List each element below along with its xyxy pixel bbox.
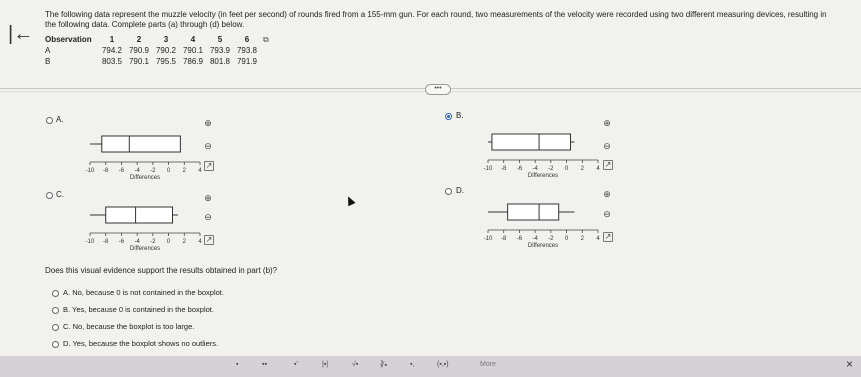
toolbar-absolute-value-button[interactable]: |▪| [322,361,329,368]
open-external-icon[interactable]: ↗ [604,232,612,241]
boxplot-option-d [482,200,604,252]
tick-label: -4 [134,168,140,174]
table-row-label-a: A [45,46,51,55]
tick-label: 2 [580,236,584,242]
option-c-radio[interactable] [46,192,53,199]
tick-label: -6 [516,236,523,242]
answer-d-radio[interactable] [52,341,59,348]
table-cell: 801.8 [209,57,231,66]
zoom-out-icon[interactable]: ⊖ [204,141,212,151]
table-cell: 794.2 [101,46,123,55]
axis-label: Differences [527,243,559,249]
option-d-radio[interactable] [445,188,452,195]
zoom-out-icon[interactable]: ⊖ [204,212,212,222]
intro-line-1: The following data represent the muzzle velocity (in feet per second) of rounds fired from a 155-mm gun. For each round, two measurements of the velocity were recorded using two different measuring devices, resulting in [45,10,827,19]
tick-label: -10 [85,239,95,245]
problem-intro [45,10,855,30]
option-a-radio[interactable] [46,117,53,124]
answer-c[interactable] [63,322,194,332]
zoom-out-icon[interactable]: ⊖ [603,209,611,219]
tick-label: -4 [532,166,538,172]
answer-letter: D. [63,339,71,348]
intro-line-2: the following data. Complete parts (a) through (d) below. [45,20,245,29]
toolbar-mixed-number-button[interactable]: ▪▪ [262,361,267,368]
tick-label: -2 [150,168,156,174]
toolbar-exponent-button[interactable]: ▪' [294,361,298,368]
tick-label: -8 [103,168,109,174]
tick-label: -10 [483,166,493,172]
toolbar-ordered-pair-button[interactable]: (▪,▪) [437,361,449,368]
expand-more-button[interactable]: ••• [425,84,451,95]
tick-label: 2 [182,168,186,174]
zoom-in-icon[interactable]: ⊕ [603,118,611,128]
table-col-1: 1 [109,35,115,44]
table-col-3: 3 [163,35,169,44]
option-b-label: B. [456,111,464,120]
tick-label: 0 [166,239,171,245]
question-text: Does this visual evidence support the results obtained in part (b)? [45,266,278,275]
table-cell: 790.1 [182,46,204,55]
mouse-cursor-icon [344,195,355,207]
copy-data-icon[interactable]: ⧉ [263,35,269,44]
table-cell: 795.5 [155,57,177,66]
tick-label: -8 [501,166,507,172]
tick-label: 4 [596,166,600,172]
answer-a-radio[interactable] [52,290,59,297]
tick-label: -8 [103,239,109,245]
tick-label: -8 [501,236,507,242]
axis-label: Differences [129,246,161,252]
tick-label: 0 [564,236,569,242]
option-b-radio[interactable] [445,113,452,120]
answer-c-radio[interactable] [52,324,59,331]
table-cell: 793.9 [209,46,231,55]
zoom-in-icon[interactable]: ⊕ [204,118,212,128]
close-icon[interactable]: × [845,357,853,371]
box-iqr [508,204,559,220]
answer-text: No, because the boxplot is too large. [72,322,195,331]
tick-label: -10 [85,168,95,174]
toolbar-fraction-button[interactable]: ▪ [236,361,239,368]
tick-label: 2 [580,166,584,172]
zoom-out-icon[interactable]: ⊖ [603,141,611,151]
option-a-label: A. [56,115,64,124]
toolbar-sqrt-button[interactable]: √▪ [352,361,359,368]
table-col-2: 2 [136,35,142,44]
toolbar-more-button[interactable]: More [480,361,496,368]
tick-label: -2 [548,166,554,172]
tick-label: 4 [596,236,600,242]
answer-b-radio[interactable] [52,307,59,314]
answer-letter: C. [63,322,71,331]
answer-text: No, because 0 is not contained in the boxplot. [72,288,224,297]
answer-a[interactable] [63,288,224,298]
math-toolbar [0,356,861,377]
tick-label: -4 [532,236,538,242]
table-header-observation: Observation [45,35,92,44]
answer-letter: B. [63,305,71,314]
table-row-label-b: B [45,57,51,66]
table-cell: 790.2 [155,46,177,55]
box-iqr [492,134,571,150]
boxplot-option-b [482,130,604,182]
answer-b[interactable] [63,305,214,315]
tick-label: -6 [118,239,125,245]
tick-label: -4 [134,239,140,245]
table-cell: 803.5 [101,57,123,66]
tick-label: -2 [150,239,156,245]
option-d-label: D. [456,186,464,195]
axis-label: Differences [129,175,161,181]
open-external-icon[interactable]: ↗ [604,160,612,169]
tick-label: 4 [198,168,202,174]
axis-label: Differences [527,173,559,179]
table-cell: 791.9 [236,57,258,66]
open-external-icon[interactable]: ↗ [205,161,213,170]
tick-label: -6 [118,168,125,174]
table-cell: 790.1 [128,57,150,66]
table-cell: 786.9 [182,57,204,66]
toolbar-cube-root-button[interactable]: ∛▪ [380,362,387,369]
tick-label: -10 [483,236,493,242]
answer-text: Yes, because 0 is contained in the boxplot. [72,305,214,314]
table-col-6: 6 [244,35,250,44]
table-col-5: 5 [217,35,223,44]
tick-label: -2 [548,236,554,242]
box-iqr [102,136,181,152]
table-cell: 790.9 [128,46,150,55]
tick-label: 0 [166,168,171,174]
open-external-icon[interactable]: ↗ [205,235,213,244]
table-cell: 793.8 [236,46,258,55]
boxplot-option-c [84,203,206,255]
answer-text: Yes, because the boxplot shows no outliers. [72,339,219,348]
zoom-in-icon[interactable]: ⊕ [204,193,212,203]
tick-label: 4 [198,239,202,245]
tick-label: -6 [516,166,523,172]
tick-label: 0 [564,166,569,172]
toolbar-decimal-button[interactable]: ▪, [410,361,415,368]
option-c-label: C. [56,190,64,199]
answer-letter: A. [63,288,71,297]
back-button[interactable]: |← [8,23,34,45]
tick-label: 2 [182,239,186,245]
answer-d[interactable] [63,339,218,349]
table-col-4: 4 [190,35,196,44]
boxplot-option-a [84,132,206,184]
zoom-in-icon[interactable]: ⊕ [603,189,611,199]
box-iqr [106,207,173,223]
